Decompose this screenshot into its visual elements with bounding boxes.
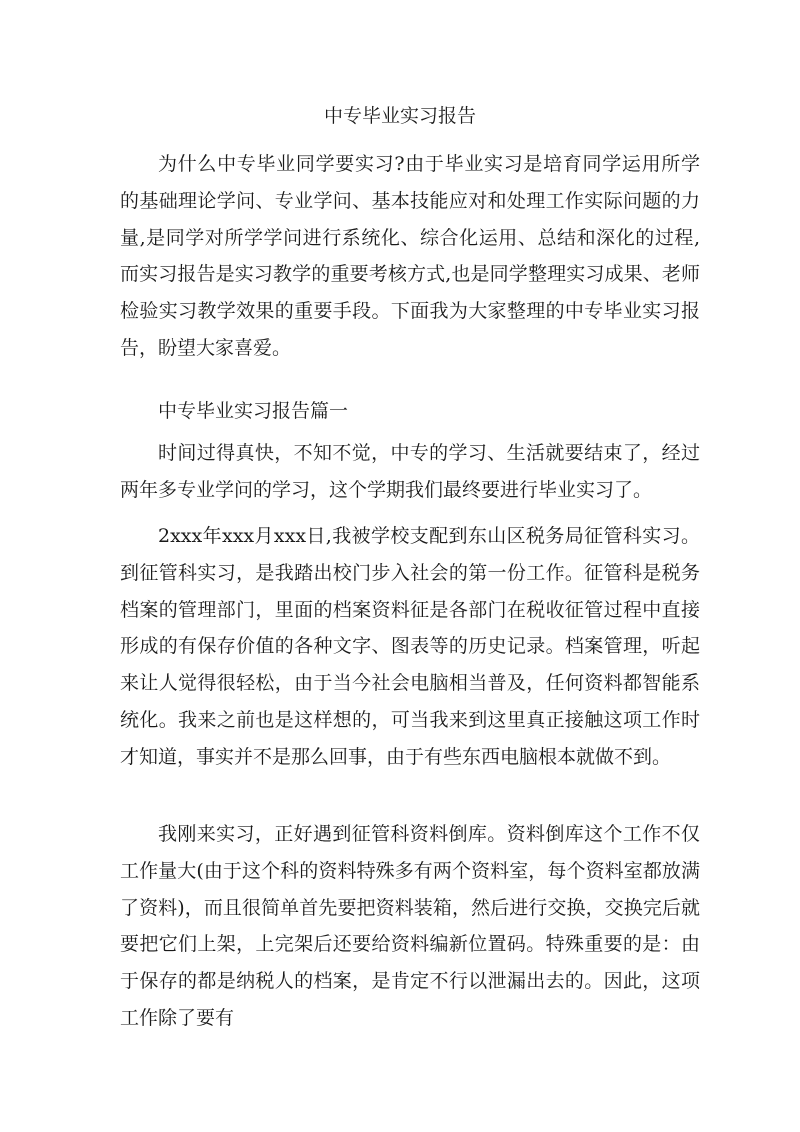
body-paragraph: 我刚来实习，正好遇到征管科资料倒库。资料倒库这个工作不仅工作量大(由于这个科的资料特殊多有两个资料室，每个资料室都放满了资料)，而且很简单首先要把资料装箱，然后进行交换，交换完后就要把它们上架，上完架后还要给资料编新位置码。特殊重要的是：由于保存的都是纳税人的档案，是肯定不行以泄漏出去的。因此，这项工作除了要有 — [120, 823, 700, 1029]
intro-paragraph: 为什么中专毕业同学要实习?由于毕业实习是培育同学运用所学的基础理论学问、专业学问、基本技能应对和处理工作实际问题的力量,是同学对所学学问进行系统化、综合化运用、总结和深化的过程,而实习报告是实习教学的重要考核方式,也是同学整理实习成果、老师检验实习教学效果的重要手段。下面我为大家整理的中专毕业实习报告，盼望大家喜爱。 — [120, 153, 700, 359]
section-heading: 中专毕业实习报告篇一 — [158, 400, 349, 422]
document-title: 中专毕业实习报告 — [323, 105, 476, 127]
body-paragraph: 时间过得真快，不知不觉，中专的学习、生活就要结束了，经过两年多专业学问的学习，这个学期我们最终要进行毕业实习了。 — [120, 442, 700, 501]
body-paragraph: 2xxx年xxx月xxx日,我被学校支配到东山区税务局征管科实习。到征管科实习，是我踏出校门步入社会的第一份工作。征管科是税务档案的管理部门，里面的档案资料征是各部门在税收征管过程中直接形成的有保存价值的各种文字、图表等的历史记录。档案管理，听起来让人觉得很轻松，由于当今社会电脑相当普及，任何资料都智能系统化。我来之前也是这样想的，可当我来到这里真正接触这项工作时才知道，事实并不是那么回事，由于有些东西电脑根本就做不到。 — [120, 525, 700, 768]
